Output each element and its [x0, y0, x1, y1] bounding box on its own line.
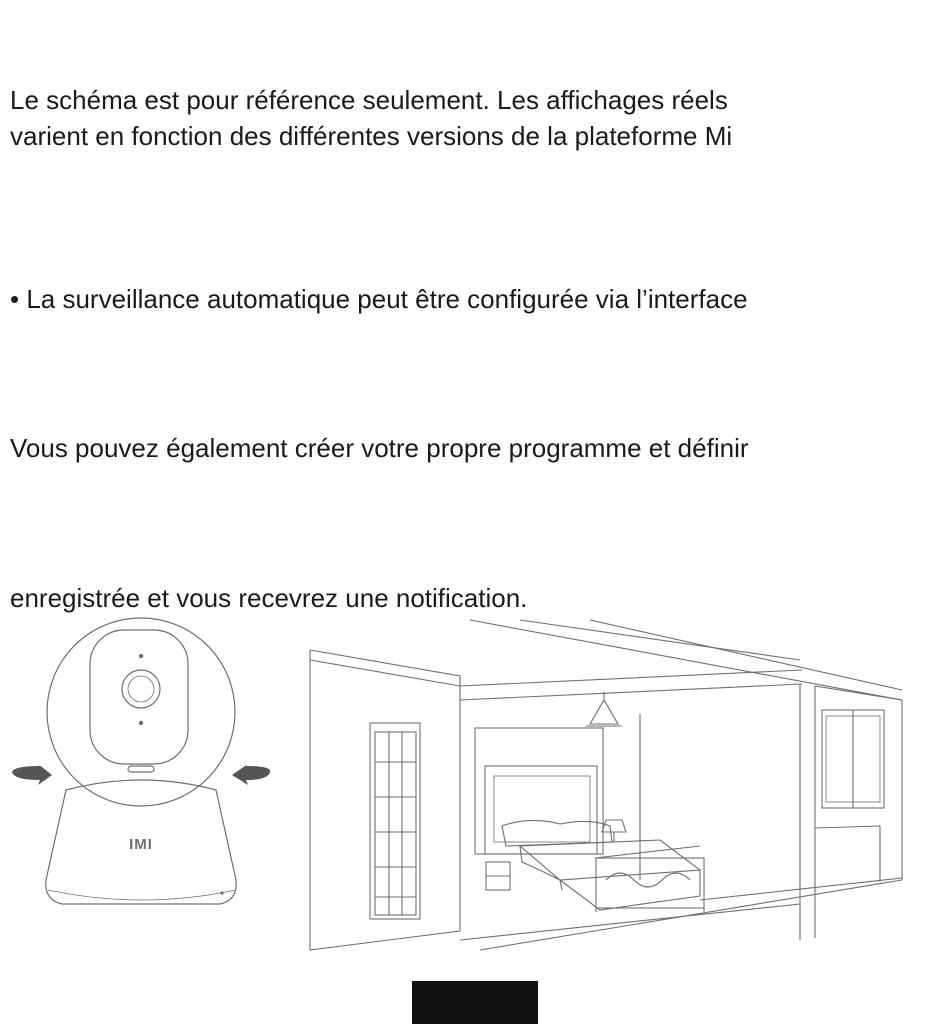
rotate-right-arrow-icon	[232, 764, 270, 785]
bedroom-scene-icon	[310, 620, 902, 950]
rotate-left-arrow-icon	[12, 764, 52, 785]
camera-room-illustration	[0, 612, 950, 972]
page-marker	[412, 981, 538, 1024]
body-text-line-1: Le schéma est pour référence seulement. Les affichages réels	[10, 85, 728, 115]
camera-logo: IMI	[129, 836, 153, 853]
body-text-line-5: enregistrée et vous recevrez une notification.	[10, 583, 528, 613]
body-text-line-2: varient en fonction des différentes versions de la plateforme Mi	[10, 121, 733, 151]
body-text-line-4: Vous pouvez également créer votre propre programme et définir	[10, 433, 749, 463]
security-camera-icon	[46, 618, 236, 904]
bullet-text-line: • La surveillance automatique peut être configurée via l’interface	[10, 284, 748, 314]
